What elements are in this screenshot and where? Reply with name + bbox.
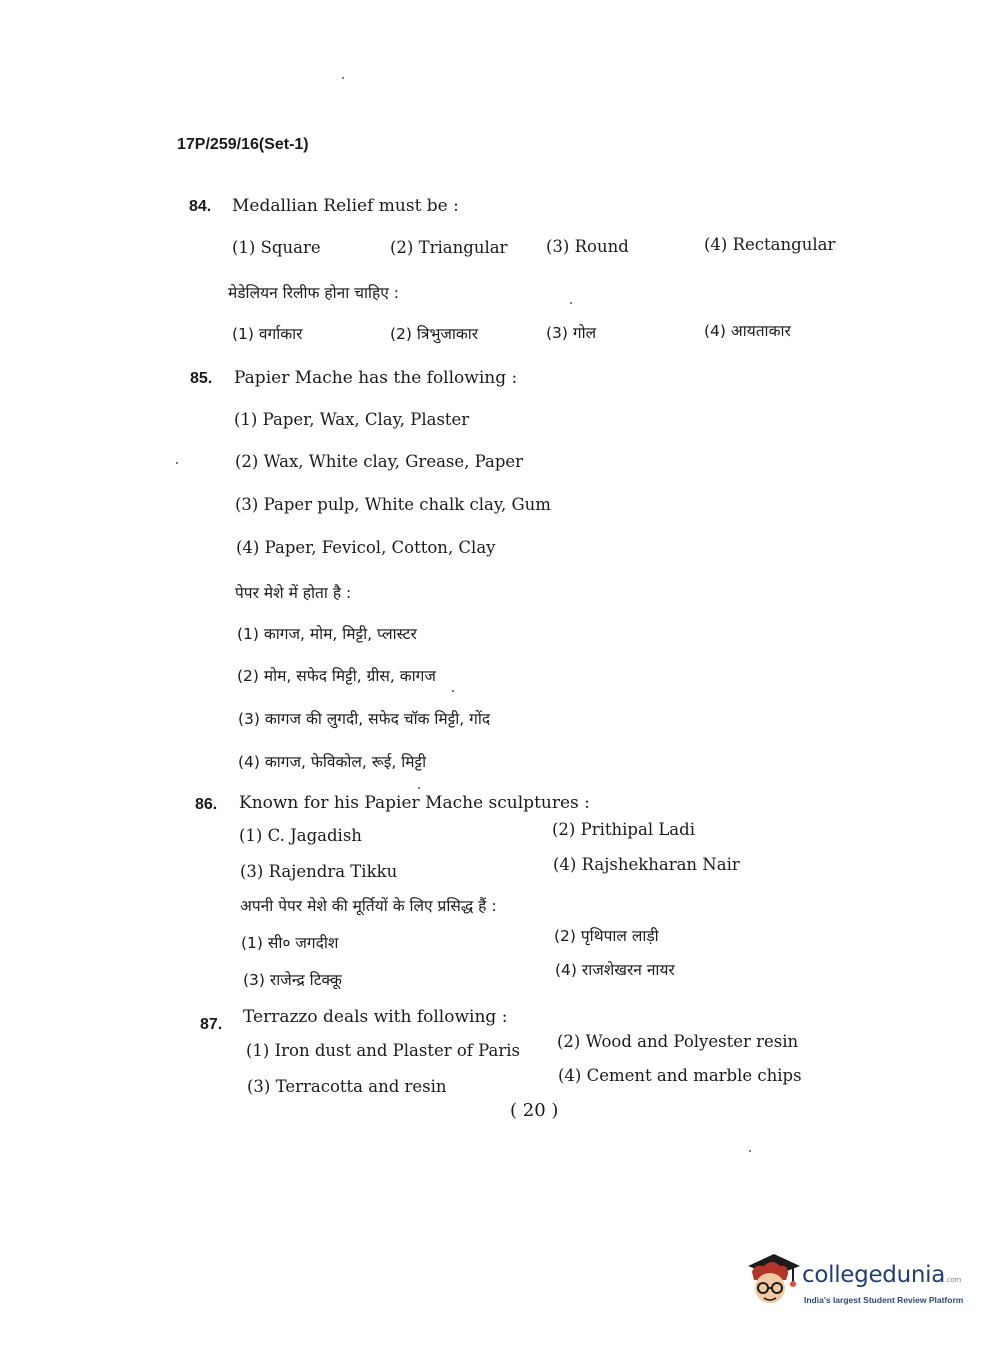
logo-wordmark: collegedunia.com — [802, 1262, 962, 1288]
student-mascot-icon — [744, 1250, 800, 1310]
q85-option-1-hi: (1) कागज, मोम, मिट्टी, प्लास्टर — [237, 625, 417, 643]
q87-option-3-en: (3) Terracotta and resin — [247, 1077, 447, 1096]
question-number-85: 85. — [190, 370, 213, 387]
paper-code: 17P/259/16(Set-1) — [177, 136, 309, 153]
q85-option-4-en: (4) Paper, Fevicol, Cotton, Clay — [236, 538, 496, 557]
question-84-text-en: Medallian Relief must be : — [232, 196, 459, 216]
q85-option-3-en: (3) Paper pulp, White chalk clay, Gum — [235, 495, 551, 514]
logo-tagline: India's largest Student Review Platform — [804, 1295, 964, 1305]
q84-option-4-en: (4) Rectangular — [704, 235, 836, 254]
q85-option-2-en: (2) Wax, White clay, Grease, Paper — [235, 452, 524, 471]
q86-option-3-hi: (3) राजेन्द्र टिक्कू — [243, 971, 342, 989]
q86-option-2-hi: (2) पृथिपाल लाड़ी — [554, 927, 659, 945]
question-number-87: 87. — [200, 1016, 223, 1033]
q84-option-2-hi: (2) त्रिभुजाकार — [390, 325, 479, 343]
q87-option-2-en: (2) Wood and Polyester resin — [557, 1032, 799, 1051]
q86-option-1-en: (1) C. Jagadish — [239, 826, 362, 845]
question-85-text-hi: पेपर मेशे में होता है : — [235, 584, 352, 602]
question-85-text-en: Papier Mache has the following : — [234, 368, 518, 388]
q85-option-1-en: (1) Paper, Wax, Clay, Plaster — [234, 410, 470, 429]
q86-option-4-en: (4) Rajshekharan Nair — [553, 855, 740, 874]
q84-option-2-en: (2) Triangular — [390, 238, 508, 257]
page-number: ( 20 ) — [510, 1100, 559, 1121]
q84-option-3-hi: (3) गोल — [546, 324, 597, 342]
question-number-84: 84. — [189, 198, 212, 215]
question-number-86: 86. — [195, 796, 218, 813]
q84-option-3-en: (3) Round — [546, 237, 629, 256]
q86-option-1-hi: (1) सी० जगदीश — [241, 934, 339, 952]
collegedunia-logo — [744, 1250, 968, 1314]
q87-option-1-en: (1) Iron dust and Plaster of Paris — [246, 1041, 520, 1060]
q84-option-1-hi: (1) वर्गाकार — [232, 325, 303, 343]
q85-option-4-hi: (4) कागज, फेविकोल, रूई, मिट्टी — [238, 753, 427, 771]
q87-option-4-en: (4) Cement and marble chips — [558, 1066, 802, 1085]
question-84-text-hi: मेडेलियन रिलीफ होना चाहिए : — [228, 284, 399, 302]
question-87-text-en: Terrazzo deals with following : — [243, 1007, 508, 1027]
q86-option-2-en: (2) Prithipal Ladi — [552, 820, 695, 839]
question-86-text-en: Known for his Papier Mache sculptures : — [239, 793, 590, 813]
q84-option-4-hi: (4) आयताकार — [704, 322, 791, 340]
q86-option-3-en: (3) Rajendra Tikku — [240, 862, 398, 881]
q85-option-3-hi: (3) कागज की लुगदी, सफेद चॉक मिट्टी, गोंद — [238, 710, 491, 728]
q86-option-4-hi: (4) राजशेखरन नायर — [555, 961, 675, 979]
question-86-text-hi: अपनी पेपर मेशे की मूर्तियों के लिए प्रसिद्ध हैं : — [240, 897, 497, 915]
q84-option-1-en: (1) Square — [232, 238, 321, 257]
q85-option-2-hi: (2) मोम, सफेद मिट्टी, ग्रीस, कागज — [237, 667, 436, 685]
